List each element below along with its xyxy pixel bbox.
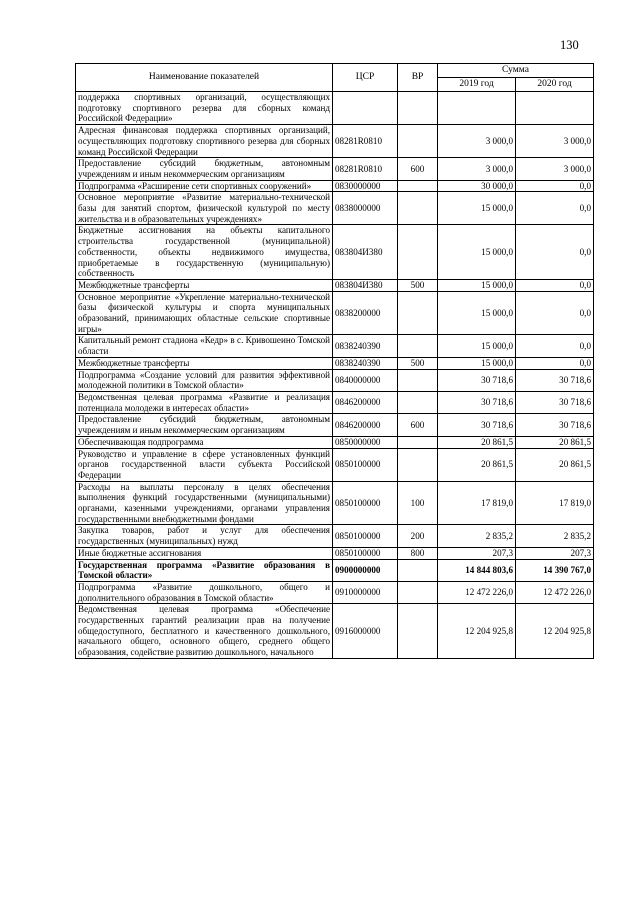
header-year-2019: 2019 год bbox=[438, 78, 516, 92]
row-name-cell: Предоставление субсидий бюджетным, автономным учреждениям и иным некоммерческим организациям bbox=[76, 414, 333, 436]
row-csr-cell: 0830000000 bbox=[333, 180, 398, 192]
header-vr: ВР bbox=[398, 64, 438, 92]
header-year-2020: 2020 год bbox=[516, 78, 594, 92]
row-csr-cell bbox=[333, 92, 398, 125]
row-vr-cell: 200 bbox=[398, 525, 438, 547]
row-amount-2019-cell: 12 204 925,8 bbox=[438, 604, 516, 659]
row-name-cell: Подпрограмма «Создание условий для развития эффективной молодежной политики в Томской области» bbox=[76, 369, 333, 391]
row-amount-2019-cell: 30 000,0 bbox=[438, 180, 516, 192]
table-row bbox=[76, 559, 594, 581]
row-amount-2020-cell: 3 000,0 bbox=[516, 125, 594, 158]
row-amount-2020-cell: 30 718,6 bbox=[516, 414, 594, 436]
table-row bbox=[76, 525, 594, 547]
row-amount-2020-cell: 17 819,0 bbox=[516, 481, 594, 525]
row-vr-cell bbox=[398, 391, 438, 413]
row-name-cell: Капитальный ремонт стадиона «Кедр» в с. Кривошеино Томской области bbox=[76, 335, 333, 357]
row-amount-2019-cell: 12 472 226,0 bbox=[438, 581, 516, 603]
table-row bbox=[76, 391, 594, 413]
page-number: 130 bbox=[560, 38, 579, 52]
table-row bbox=[76, 448, 594, 481]
row-csr-cell: 0850000000 bbox=[333, 436, 398, 448]
row-amount-2019-cell: 15 000,0 bbox=[438, 335, 516, 357]
row-vr-cell bbox=[398, 92, 438, 125]
header-name: Наименование показателей bbox=[76, 64, 333, 92]
row-name-cell: Основное мероприятие «Развитие материально-технической базы для занятий спортом, физической культурой по месту жительства и в образовательных учреждениях» bbox=[76, 192, 333, 225]
row-amount-2019-cell: 14 844 803,6 bbox=[438, 559, 516, 581]
row-vr-cell: 500 bbox=[398, 357, 438, 369]
row-csr-cell: 0850100000 bbox=[333, 448, 398, 481]
header-csr: ЦСР bbox=[333, 64, 398, 92]
row-csr-cell: 0900000000 bbox=[333, 559, 398, 581]
row-vr-cell bbox=[398, 369, 438, 391]
row-csr-cell: 0840000000 bbox=[333, 369, 398, 391]
row-amount-2019-cell: 20 861,5 bbox=[438, 436, 516, 448]
row-amount-2020-cell: 12 204 925,8 bbox=[516, 604, 594, 659]
row-vr-cell bbox=[398, 192, 438, 225]
row-csr-cell: 0910000000 bbox=[333, 581, 398, 603]
row-amount-2019-cell: 3 000,0 bbox=[438, 125, 516, 158]
row-amount-2019-cell: 15 000,0 bbox=[438, 357, 516, 369]
row-vr-cell: 600 bbox=[398, 158, 438, 180]
row-amount-2020-cell: 2 835,2 bbox=[516, 525, 594, 547]
row-amount-2019-cell: 3 000,0 bbox=[438, 158, 516, 180]
row-csr-cell: 08281R0810 bbox=[333, 125, 398, 158]
row-amount-2019-cell: 15 000,0 bbox=[438, 225, 516, 280]
row-name-cell: Расходы на выплаты персоналу в целях обеспечения выполнения функций государственными (муниципальными) органами, казенными учреждениями, органами управления государственными внебюджетными фондами bbox=[76, 481, 333, 525]
row-name-cell: Адресная финансовая поддержка спортивных организаций, осуществляющих подготовку спортивного резерва для сборных команд Российской Федерации bbox=[76, 125, 333, 158]
row-amount-2019-cell: 15 000,0 bbox=[438, 192, 516, 225]
row-vr-cell bbox=[398, 125, 438, 158]
row-amount-2020-cell: 20 861,5 bbox=[516, 436, 594, 448]
row-amount-2020-cell: 0,0 bbox=[516, 279, 594, 291]
row-name-cell: Государственная программа «Развитие образования в Томской области» bbox=[76, 559, 333, 581]
row-name-cell: Основное мероприятие «Укрепление материально-технической базы физической культуры и спорта муниципальных образований, принимающих областные сельские спортивные игры» bbox=[76, 291, 333, 335]
row-csr-cell: 0850100000 bbox=[333, 481, 398, 525]
row-vr-cell bbox=[398, 225, 438, 280]
row-amount-2020-cell: 3 000,0 bbox=[516, 158, 594, 180]
row-amount-2019-cell: 15 000,0 bbox=[438, 291, 516, 335]
row-amount-2020-cell: 14 390 767,0 bbox=[516, 559, 594, 581]
row-csr-cell: 0916000000 bbox=[333, 604, 398, 659]
row-vr-cell bbox=[398, 436, 438, 448]
row-vr-cell bbox=[398, 559, 438, 581]
row-amount-2019-cell: 2 835,2 bbox=[438, 525, 516, 547]
row-csr-cell: 083804И380 bbox=[333, 279, 398, 291]
row-name-cell: Руководство и управление в сфере установленных функций органов государственной власти субъекта Российской Федерации bbox=[76, 448, 333, 481]
table-row bbox=[76, 604, 594, 659]
row-name-cell: Межбюджетные трансферты bbox=[76, 279, 333, 291]
row-amount-2020-cell: 12 472 226,0 bbox=[516, 581, 594, 603]
table-row bbox=[76, 225, 594, 280]
table-row bbox=[76, 335, 594, 357]
row-name-cell: Обеспечивающая подпрограмма bbox=[76, 436, 333, 448]
row-amount-2020-cell: 0,0 bbox=[516, 335, 594, 357]
row-name-cell: Закупка товаров, работ и услуг для обеспечения государственных (муниципальных) нужд bbox=[76, 525, 333, 547]
row-vr-cell: 500 bbox=[398, 279, 438, 291]
table-row bbox=[76, 436, 594, 448]
row-amount-2020-cell: 20 861,5 bbox=[516, 448, 594, 481]
table-row bbox=[76, 547, 594, 559]
row-amount-2020-cell: 30 718,6 bbox=[516, 391, 594, 413]
row-csr-cell: 08281R0810 bbox=[333, 158, 398, 180]
row-csr-cell: 0846200000 bbox=[333, 414, 398, 436]
row-amount-2019-cell: 20 861,5 bbox=[438, 448, 516, 481]
row-csr-cell: 0850100000 bbox=[333, 547, 398, 559]
header-sum: Сумма bbox=[438, 64, 594, 78]
row-name-cell: Подпрограмма «Развитие дошкольного, общего и дополнительного образования в Томской области» bbox=[76, 581, 333, 603]
row-vr-cell bbox=[398, 291, 438, 335]
row-amount-2019-cell: 30 718,6 bbox=[438, 414, 516, 436]
table-row bbox=[76, 192, 594, 225]
table-row bbox=[76, 180, 594, 192]
row-vr-cell bbox=[398, 180, 438, 192]
table-row bbox=[76, 369, 594, 391]
row-csr-cell: 0838240390 bbox=[333, 357, 398, 369]
row-csr-cell: 0850100000 bbox=[333, 525, 398, 547]
row-amount-2019-cell: 30 718,6 bbox=[438, 391, 516, 413]
row-vr-cell: 800 bbox=[398, 547, 438, 559]
table-row bbox=[76, 481, 594, 525]
row-amount-2020-cell: 0,0 bbox=[516, 291, 594, 335]
table-row bbox=[76, 581, 594, 603]
table-row bbox=[76, 414, 594, 436]
row-name-cell: поддержка спортивных организаций, осуществляющих подготовку спортивного резерва для сборных команд Российской Федерации» bbox=[76, 92, 333, 125]
row-name-cell: Подпрограмма «Расширение сети спортивных сооружений» bbox=[76, 180, 333, 192]
row-vr-cell: 100 bbox=[398, 481, 438, 525]
row-amount-2020-cell: 0,0 bbox=[516, 357, 594, 369]
row-vr-cell: 600 bbox=[398, 414, 438, 436]
row-amount-2020-cell: 0,0 bbox=[516, 225, 594, 280]
table-row bbox=[76, 158, 594, 180]
row-name-cell: Межбюджетные трансферты bbox=[76, 357, 333, 369]
row-amount-2020-cell: 30 718,6 bbox=[516, 369, 594, 391]
row-name-cell: Иные бюджетные ассигнования bbox=[76, 547, 333, 559]
row-amount-2019-cell: 207,3 bbox=[438, 547, 516, 559]
row-csr-cell: 083804И380 bbox=[333, 225, 398, 280]
table-row bbox=[76, 125, 594, 158]
row-amount-2019-cell: 30 718,6 bbox=[438, 369, 516, 391]
table-body bbox=[76, 92, 594, 659]
table-row bbox=[76, 279, 594, 291]
row-vr-cell bbox=[398, 335, 438, 357]
row-vr-cell bbox=[398, 581, 438, 603]
row-csr-cell: 0838000000 bbox=[333, 192, 398, 225]
row-name-cell: Предоставление субсидий бюджетным, автономным учреждениям и иным некоммерческим организациям bbox=[76, 158, 333, 180]
table-row bbox=[76, 92, 594, 125]
row-csr-cell: 0838240390 bbox=[333, 335, 398, 357]
row-name-cell: Бюджетные ассигнования на объекты капитального строительства государственной (муниципальной) собственности, объекты недвижимого имущества, приобретаемые в государственную (муниципальную) собственность bbox=[76, 225, 333, 280]
row-amount-2020-cell bbox=[516, 92, 594, 125]
row-amount-2020-cell: 0,0 bbox=[516, 180, 594, 192]
table-row bbox=[76, 357, 594, 369]
row-vr-cell bbox=[398, 604, 438, 659]
row-name-cell: Ведомственная целевая программа «Развитие и реализация потенциала молодежи в интересах области» bbox=[76, 391, 333, 413]
row-name-cell: Ведомственная целевая программа «Обеспечение государственных гарантий реализации прав на получение общедоступного, бесплатного и качественного дошкольного, начального общего, основного общего, среднего общего образования, содействие развитию дошкольного, начального bbox=[76, 604, 333, 659]
row-amount-2020-cell: 0,0 bbox=[516, 192, 594, 225]
row-amount-2019-cell: 17 819,0 bbox=[438, 481, 516, 525]
row-amount-2019-cell: 15 000,0 bbox=[438, 279, 516, 291]
row-csr-cell: 0846200000 bbox=[333, 391, 398, 413]
row-csr-cell: 0838200000 bbox=[333, 291, 398, 335]
budget-table bbox=[75, 63, 594, 659]
row-amount-2020-cell: 207,3 bbox=[516, 547, 594, 559]
table-row bbox=[76, 291, 594, 335]
row-vr-cell bbox=[398, 448, 438, 481]
row-amount-2019-cell bbox=[438, 92, 516, 125]
